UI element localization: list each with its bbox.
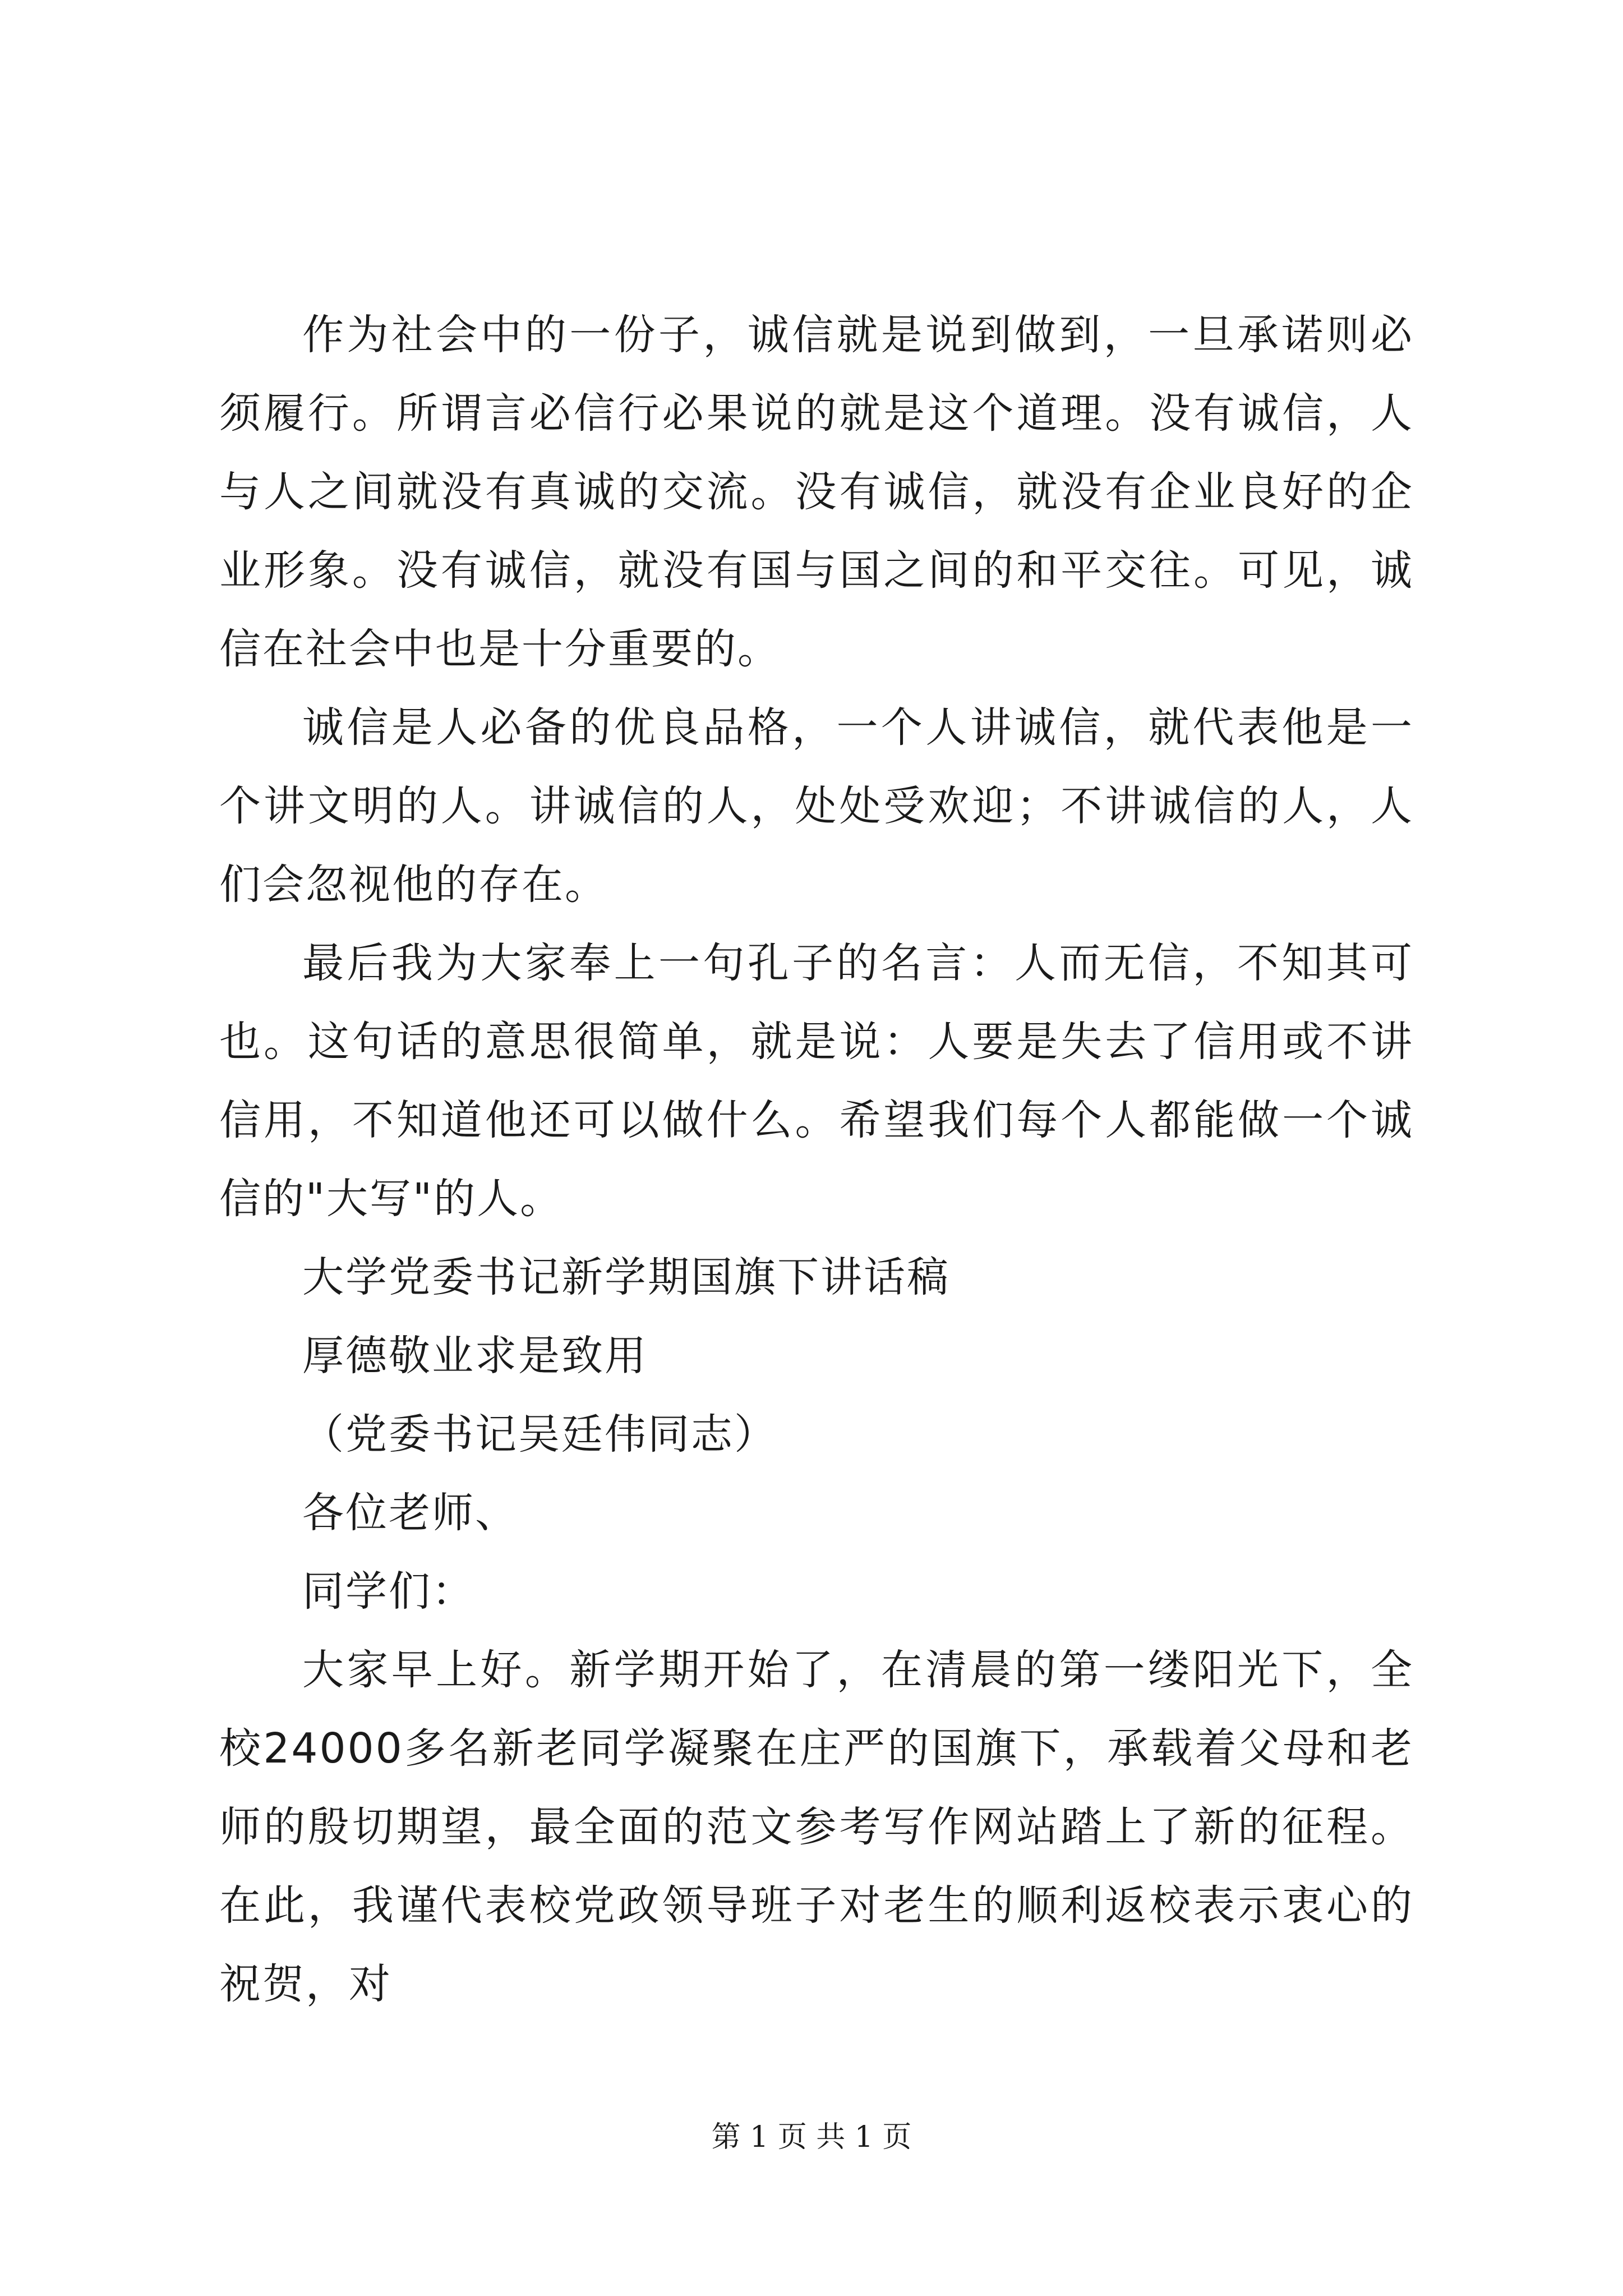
- paragraph-confucius-quote: 最后我为大家奉上一句孔子的名言：人而无信，不知其可也。这句话的意思很简单，就是说：人要是失去了信用或不讲信用，不知道他还可以做什么。希望我们每个人都能做一个诚信的"大写"的人。: [219, 939, 1414, 1223]
- speech-subtitle: 厚德敬业求是致用: [302, 1332, 648, 1380]
- speech-title: 大学党委书记新学期国旗下讲话稿: [302, 1253, 950, 1301]
- paragraph-integrity-society: 作为社会中的一份子，诚信就是说到做到，一旦承诺则必须履行。所谓言必信行必果说的就是这个道理。没有诚信，人与人之间就没有真诚的交流。没有诚信，就没有企业良好的企业形象。没有诚信，就没有国与国之间的和平交往。可见，诚信在社会中也是十分重要的。: [219, 311, 1414, 673]
- document-body: [219, 296, 1414, 2023]
- salutation-teachers: 各位老师、: [302, 1489, 518, 1537]
- salutation-students: 同学们：: [302, 1567, 475, 1616]
- paragraph-speech-opening: 大家早上好。新学期开始了，在清晨的第一缕阳光下，全校24000多名新老同学凝聚在庄严的国旗下，承载着父母和老师的殷切期望，最全面的范文参考写作网站踏上了新的征程。在此，我谨代表校党政领导班子对老生的顺利返校表示衷心的祝贺，对: [219, 1646, 1414, 2008]
- paragraph-integrity-character: 诚信是人必备的优良品格，一个人讲诚信，就代表他是一个讲文明的人。讲诚信的人，处处受欢迎；不讲诚信的人，人们会忽视他的存在。: [219, 703, 1414, 909]
- speaker-line: （党委书记吴廷伟同志）: [302, 1410, 777, 1458]
- page-footer: 第 1 页 共 1 页: [711, 2120, 912, 2154]
